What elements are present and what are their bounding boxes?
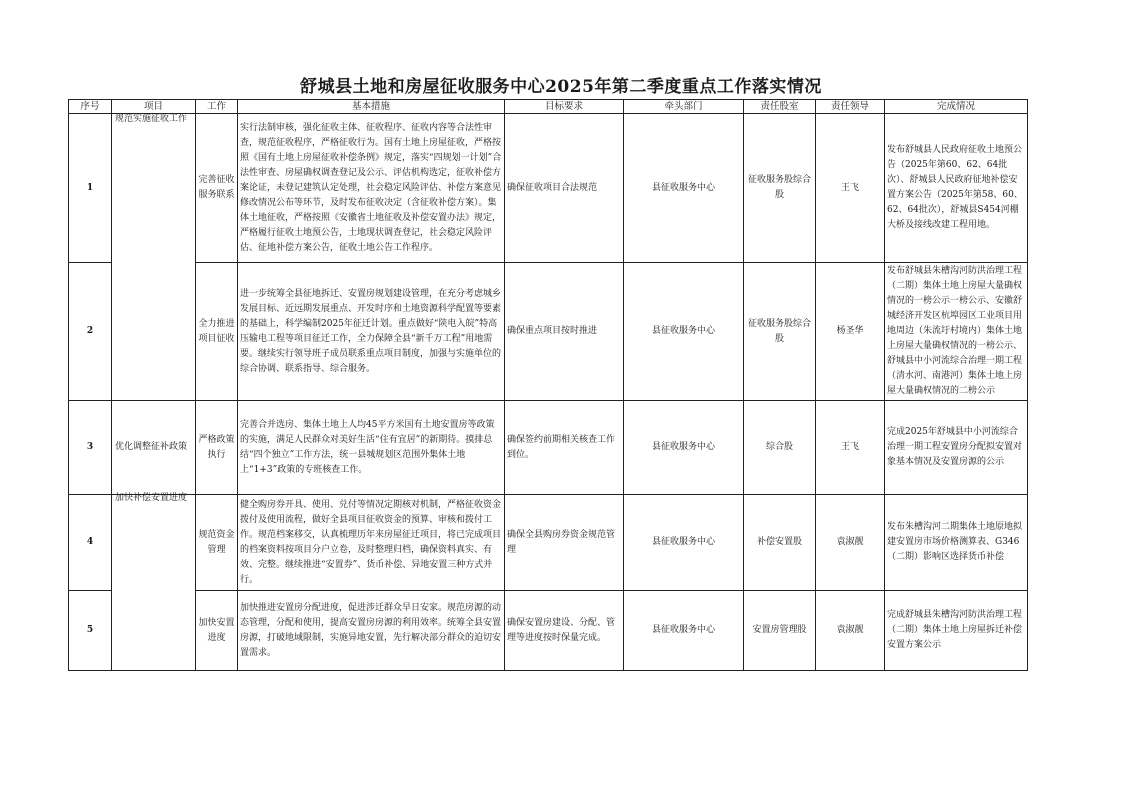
- work-cell: 完善征收服务联系: [196, 114, 238, 263]
- row-number: 1: [69, 114, 112, 263]
- work-cell: 加快安置进度: [196, 591, 238, 671]
- project-group: [112, 495, 196, 671]
- status-cell: 发布朱槽沟河二期集体土地原地拟建安置房市场价格测算表、G346（二期）影响区选择货币补偿: [885, 495, 1028, 591]
- measures-cell: 完善合并选房、集体土地上人均45平方米国有土地安置房等政策的实施，满足人民群众对美好生活“住有宜居”的新期待。摸排总结“四个独立”工作方法，统一县城规划区范围外集体土地上“1+3”政策的专班核查工作。: [238, 401, 505, 495]
- table-row: [69, 114, 1028, 263]
- status-cell: 发布舒城县人民政府征收土地预公告（2025年第60、62、64批次）、舒城县人民政府征地补偿安置方案公告（2025年第58、60、62、64批次），舒城县S454河棚大桥及接线改建工程用地。: [885, 114, 1028, 263]
- work-cell: 严格政策执行: [196, 401, 238, 495]
- header-leader: 责任领导: [816, 100, 885, 114]
- measures-cell: 健全购房券开具、使用、兑付等情况定期核对机制，严格征收资金拨付及使用流程，做好全县项目征收资金的预算、审核和拨付工作。规范档案移交，认真梳理历年来房屋征迁项目，将已完成项目的档案资料按项目分户立卷，及时整理归档，确保资料真实、有效、完整。继续推进“安置券”、货币补偿、异地安置三种方式并行。: [238, 495, 505, 591]
- header-seq: 序号: [69, 100, 112, 114]
- office-cell: 补偿安置股: [744, 495, 816, 591]
- table-row: [69, 401, 1028, 495]
- office-cell: 征收服务股综合股: [744, 114, 816, 263]
- measures-cell: 进一步统筹全县征地拆迁、安置房规划建设管理，在充分考虑城乡发展目标、近远期发展重点、开发时序和土地资源科学配置等要素的基础上，科学编制2025年征迁计划。重点做好“陕电入皖”特高压输电工程等项目征迁工作，全力保障全县“新千万工程”用地需要。继续实行领导班子成员联系重点项目制度，加强与实施单位的综合协调、联系指导、综合服务。: [238, 263, 505, 401]
- lead-dept-cell: 县征收服务中心: [624, 591, 744, 671]
- row-number: 3: [69, 401, 112, 495]
- measures-cell: 实行法制审核，强化征收主体、征收程序、征收内容等合法性审查，规范征收程序，严格征收行为。国有土地上房屋征收，严格按照《国有土地上房屋征收补偿条例》规定，落实“四规划一计划”合法性审查、房屋确权调查登记及公示、评估机构选定，征收补偿方案论证，未登记建筑认定处理，社会稳定风险评估、补偿方案意见修改情况公布等环节，及时发布征收决定（含征收补偿方案）。集体土地征收，严格按照《安徽省土地征收及补偿安置办法》规定，严格履行征收土地预公告，土地现状调查登记，社会稳定风险评估、征地补偿方案公告，征收土地公告工作程序。: [238, 114, 505, 263]
- goal-cell: 确保安置房建设、分配、管理等进度按时保量完成。: [505, 591, 624, 671]
- office-cell: 安置房管理股: [744, 591, 816, 671]
- project-group-label: 加快补偿安置进度: [115, 493, 188, 503]
- header-measures: 基本措施: [238, 100, 505, 114]
- measures-cell: 加快推进安置房分配进度，促进涉迁群众早日安家。规范房源的动态管理，分配和使用，提高安置房房源的利用效率。统筹全县安置房源，打破地域限制，实施异地安置，先行解决部分群众的迫切安置需求。: [238, 591, 505, 671]
- row-number: 4: [69, 495, 112, 591]
- page-title: 舒城县土地和房屋征收服务中心2025年第二季度重点工作落实情况: [300, 77, 822, 97]
- lead-dept-cell: 县征收服务中心: [624, 401, 744, 495]
- office-cell: 征收服务股综合股: [744, 263, 816, 401]
- header-lead-dept: 牵头部门: [624, 100, 744, 114]
- row-number: 2: [69, 263, 112, 401]
- header-office: 责任股室: [744, 100, 816, 114]
- goal-cell: 确保征收项目合法规范: [505, 114, 624, 263]
- header-project: 项目: [112, 100, 196, 114]
- lead-dept-cell: 县征收服务中心: [624, 114, 744, 263]
- leader-cell: 袁淑靓: [816, 591, 885, 671]
- leader-cell: 王飞: [816, 114, 885, 263]
- header-status: 完成情况: [885, 100, 1028, 114]
- table-row: [69, 591, 1028, 671]
- status-cell: 发布舒城县朱槽沟河防洪治理工程（二期）集体土地上房屋大量确权情况的一榜公示一榜公示、安徽舒城经济开发区杭埠园区工业项目用地周边（朱流圩村境内）集体土地上房屋大量确权情况的一榜公示、舒城县中小河流综合治理一期工程（清水河、南港河）集体土地上房屋大量确权情况的二榜公示: [885, 263, 1028, 401]
- work-cell: 全力推进项目征收: [196, 263, 238, 401]
- goal-cell: 确保重点项目按时推进: [505, 263, 624, 401]
- office-cell: 综合股: [744, 401, 816, 495]
- leader-cell: 袁淑靓: [816, 495, 885, 591]
- row-number: 5: [69, 591, 112, 671]
- table-row: [69, 495, 1028, 591]
- header-row: [69, 100, 1028, 114]
- leader-cell: 王飞: [816, 401, 885, 495]
- goal-cell: 确保全县购房券资金规范管理: [505, 495, 624, 591]
- table-row: [69, 263, 1028, 401]
- status-cell: 完成2025年舒城县中小河流综合治理一期工程安置房分配拟安置对象基本情况及安置房源的公示: [885, 401, 1028, 495]
- project-group: [112, 114, 196, 401]
- lead-dept-cell: 县征收服务中心: [624, 495, 744, 591]
- work-cell: 规范资金管理: [196, 495, 238, 591]
- status-cell: 完成舒城县朱槽沟河防洪治理工程（二期）集体土地上房屋拆迁补偿安置方案公示: [885, 591, 1028, 671]
- leader-cell: 杨圣华: [816, 263, 885, 401]
- project-group-label: 优化调整征补政策: [112, 401, 196, 495]
- goal-cell: 确保签约前期相关核查工作到位。: [505, 401, 624, 495]
- project-group-label: 规范实施征收工作: [115, 114, 188, 124]
- header-goal: 目标要求: [505, 100, 624, 114]
- work-table: [68, 99, 1028, 671]
- header-work: 工作: [196, 100, 238, 114]
- lead-dept-cell: 县征收服务中心: [624, 263, 744, 401]
